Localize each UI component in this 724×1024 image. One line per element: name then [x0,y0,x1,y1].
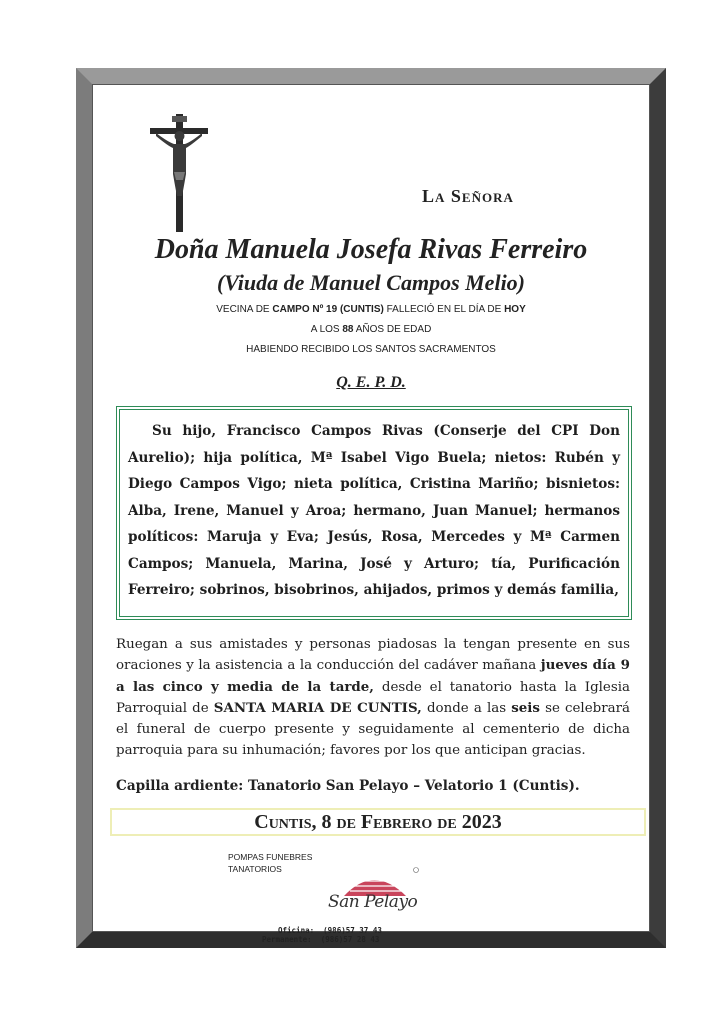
ceremony-part-2: desde el tanatorio hasta la Iglesia Parroquial de [116,679,630,716]
widow-of: (Viuda de Manuel Campos Melio) [216,270,526,295]
residence-line [92,304,650,315]
qepd: Q. E. P. D. [336,374,406,391]
ceremony-part-4: se celebrará el funeral de cuerpo presente y seguidamente al cementerio de dicha parroquia para su inhumación; favores por los que anticipan gracias. [116,700,630,759]
fallecio-text: FALLECIÓ EN EL DÍA DE [383,304,505,315]
residence-place: CAMPO Nº 19 (CUNTIS) [272,304,384,315]
fh-line-pompas: POMPAS FUNEBRES [228,852,313,862]
age-prefix: A LOS [310,324,343,335]
death-day: HOY [504,304,526,315]
date-text: Cuntis, 8 de Febrero de 2023 [254,811,502,833]
fh-line-tanatorios: TANATORIOS [228,864,282,874]
ceremony-part-3: donde a las [421,700,512,716]
office-label: Oficina: [278,926,315,935]
title-la-senora: La Señora [422,186,514,206]
age-suffix: AÑOS DE EDAD [353,324,432,335]
office-phone [278,926,382,935]
sacraments-line: HABIENDO RECIBIDO LOS SANTOS SACRAMENTOS [246,344,496,355]
family-box [116,406,632,620]
age-line [92,324,650,335]
permanent-phone [262,935,379,944]
ceremony-time: jueves día 9 a las cinco y media de la tarde, [116,657,631,695]
family-text: Su hijo, Francisco Campos Rivas (Conserje del CPI Don Aurelio); hija política, Mª Isabel Vigo Buela; nietos: Rubén y Diego Campos Vigo; nieta política, Cristina Mariño; bisnietos: Alba, Irene, Manuel y Aroa; hermano, Juan Manuel; hermanos políticos: Maruja y Eva; Jesús, Rosa, Mercedes y Mª Carmen Campos; Manuela, Marina, José y Arturo; tía, Purificación Ferreiro; sobrinos, bisobrinos, ahijados, primos y demás familia, [128,423,620,598]
age-value: 88 [342,324,354,335]
permanent-number: (986)57 28 43 [320,935,380,944]
ceremony-part-1: Ruegan a sus amistades y personas piadosas la tengan presente en sus oraciones y la asistencia a la conducción del cadáver mañana [116,637,630,674]
office-number: (986)57 37 43 [323,926,382,935]
obituary-frame [76,68,666,948]
date-box [110,808,646,836]
logo-text: San Pelayo [328,892,418,912]
permanent-label: Permanente: [262,935,312,944]
crucifix-icon [150,114,208,232]
chapel-line: Capilla ardiente: Tanatorio San Pelayo – Velatorio 1 (Cuntis). [116,778,580,794]
church-name: SANTA MARIA DE CUNTIS, [213,699,422,716]
vecina-prefix: VECINA DE [216,304,273,315]
deceased-name: Doña Manuela Josefa Rivas Ferreiro [154,234,588,265]
funeral-hour: seis [511,699,540,716]
funeral-home-block [228,846,448,942]
ceremony-text [116,634,630,762]
